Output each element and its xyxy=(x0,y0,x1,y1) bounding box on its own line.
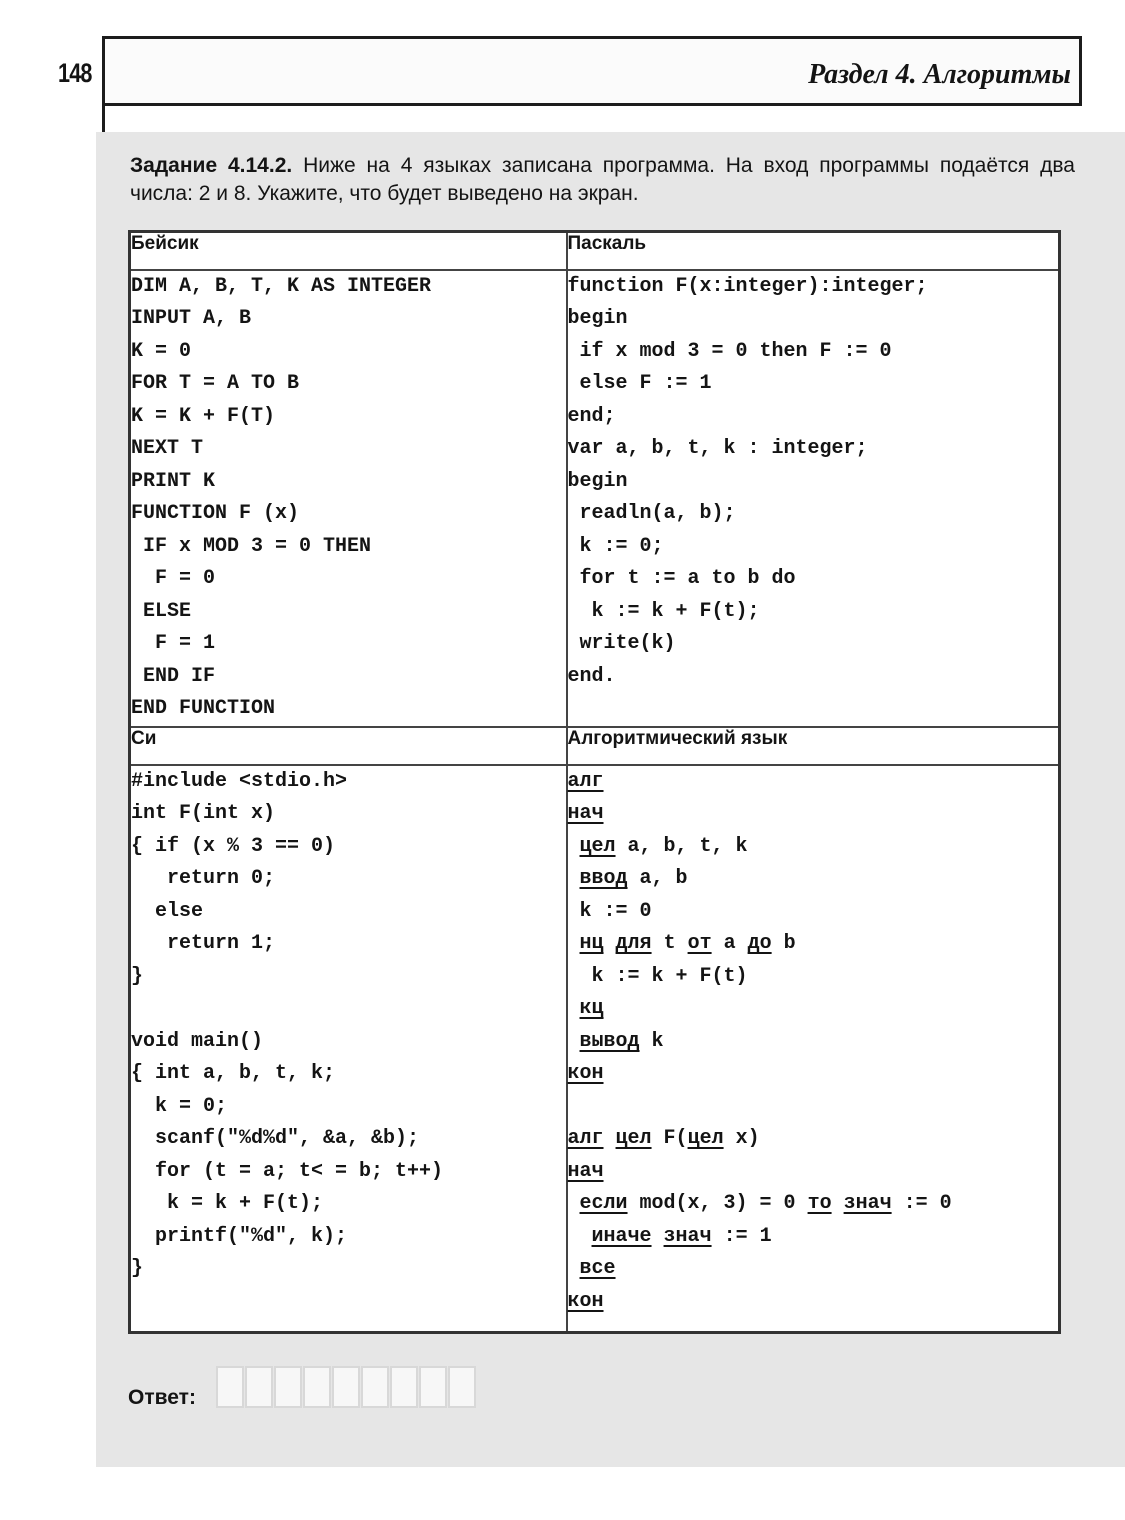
section-title: Раздел 4. Алгоритмы xyxy=(808,59,1071,90)
c-code-line: { int a, b, t, k; xyxy=(131,1062,336,1085)
algo-code xyxy=(567,765,1060,1333)
c-code xyxy=(130,765,567,1333)
keyword: цел xyxy=(579,834,616,858)
c-code-line: int F(int x) xyxy=(131,802,276,825)
code-text: F( xyxy=(651,1127,688,1150)
algo-code-line xyxy=(568,1188,1059,1221)
c-code-line: printf("%d", k); xyxy=(131,1224,348,1248)
pascal-code-line: if x mod 3 = 0 then F := 0 xyxy=(567,339,892,363)
keyword: кон xyxy=(567,1289,604,1313)
code-text: x) xyxy=(723,1127,760,1150)
pascal-code-line: readln(a, b); xyxy=(567,502,736,525)
algo-code-line xyxy=(568,896,1059,929)
keyword: знач xyxy=(843,1192,892,1215)
keyword: кон xyxy=(567,1062,604,1085)
keyword: для xyxy=(615,932,652,955)
keyword: до xyxy=(747,932,772,955)
keyword: алг xyxy=(567,769,604,793)
algo-code-line xyxy=(568,1156,1059,1189)
c-code-line: scanf("%d%d", &a, &b); xyxy=(131,1127,420,1150)
pascal-code-line: k := 0; xyxy=(567,534,664,558)
c-code-line: void main() xyxy=(131,1029,264,1053)
pascal-code-line: k := k + F(t); xyxy=(567,599,760,623)
pascal-code-line: end; xyxy=(567,404,616,428)
keyword: алг xyxy=(567,1127,604,1150)
page-number: 148 xyxy=(58,58,92,88)
pascal-code-line: var a, b, t, k : integer; xyxy=(567,437,868,460)
code-text xyxy=(568,932,580,955)
task-body: Ниже на 4 языках записана программа. На вход программы подаётся два числа: 2 и 8. Укажите, что будет выведено на экран. xyxy=(130,154,1075,205)
algo-code-line xyxy=(568,766,1059,799)
task-statement xyxy=(130,152,1075,208)
code-text xyxy=(568,1030,580,1053)
c-code-line: else xyxy=(131,899,204,923)
code-text xyxy=(568,867,580,890)
code-text xyxy=(568,1192,580,1215)
basic-code-line: NEXT T xyxy=(131,437,204,460)
basic-code-line: F = 1 xyxy=(131,632,216,655)
code-text xyxy=(568,835,580,858)
keyword: нц xyxy=(579,932,604,955)
c-code-line: k = 0; xyxy=(131,1094,228,1118)
code-text xyxy=(568,997,580,1020)
c-code-line xyxy=(131,993,566,1026)
algo-code-line xyxy=(568,1091,1059,1124)
answer-cell[interactable] xyxy=(274,1366,302,1408)
algo-code-line xyxy=(568,928,1059,961)
c-code-line: return 1; xyxy=(131,932,276,955)
basic-code-line: FUNCTION F (x) xyxy=(131,502,300,525)
answer-cell[interactable] xyxy=(419,1366,447,1408)
answer-cell[interactable] xyxy=(361,1366,389,1408)
basic-code-line: K = 0 xyxy=(131,339,192,363)
keyword: то xyxy=(807,1192,832,1215)
code-text xyxy=(604,932,616,955)
answer-cell[interactable] xyxy=(390,1366,418,1408)
code-text xyxy=(568,1225,592,1248)
c-code-line: k = k + F(t); xyxy=(131,1192,324,1215)
algo-code-line xyxy=(568,831,1059,864)
pascal-code-line: begin xyxy=(567,307,628,330)
answer-field[interactable] xyxy=(216,1366,477,1408)
code-table xyxy=(128,230,1061,1334)
basic-code-line: IF x MOD 3 = 0 THEN xyxy=(131,534,372,558)
code-text xyxy=(652,1225,664,1248)
answer-cell[interactable] xyxy=(245,1366,273,1408)
algo-code-line xyxy=(568,1253,1059,1286)
basic-code-line: ELSE xyxy=(131,599,192,623)
c-code-line: } xyxy=(131,1257,144,1280)
c-code-line: { if (x % 3 == 0) xyxy=(131,834,336,858)
pascal-header: Паскаль xyxy=(567,232,1060,270)
code-text: := 0 xyxy=(891,1192,952,1215)
basic-code-line: END IF xyxy=(131,664,216,688)
code-text: a, b xyxy=(627,867,688,890)
basic-code-line: K = K + F(T) xyxy=(131,404,276,428)
algo-code-line xyxy=(568,798,1059,831)
algo-code-line xyxy=(568,1058,1059,1091)
c-header: Си xyxy=(130,727,567,765)
keyword: нач xyxy=(567,802,604,825)
basic-code-line: END FUNCTION xyxy=(131,697,276,720)
code-text: t xyxy=(651,932,688,955)
c-code-line: for (t = a; t< = b; t++) xyxy=(131,1159,444,1183)
basic-code-line: INPUT A, B xyxy=(131,307,252,330)
pascal-code-line: function F(x:integer):integer; xyxy=(567,274,928,298)
keyword: цел xyxy=(687,1127,724,1150)
code-text: b xyxy=(771,932,796,955)
basic-code-line: DIM A, B, T, K AS INTEGER xyxy=(131,274,432,298)
basic-code-line: PRINT K xyxy=(131,469,216,493)
keyword: цел xyxy=(615,1127,652,1150)
code-text xyxy=(604,1127,616,1150)
keyword: от xyxy=(687,932,712,955)
keyword: ввод xyxy=(579,867,628,890)
code-text: := 1 xyxy=(711,1224,772,1248)
basic-code-line: F = 0 xyxy=(131,567,216,590)
keyword: знач xyxy=(663,1224,712,1248)
answer-cell[interactable] xyxy=(303,1366,331,1408)
keyword: кц xyxy=(579,997,604,1020)
algo-code-line xyxy=(568,1123,1059,1156)
section-header xyxy=(102,36,1082,106)
c-code-line: } xyxy=(131,964,144,988)
algo-header: Алгоритмический язык xyxy=(567,727,1060,765)
keyword: нач xyxy=(567,1159,604,1183)
keyword: вывод xyxy=(579,1029,640,1053)
answer-label: Ответ: xyxy=(128,1386,196,1409)
algo-code-line xyxy=(568,1221,1059,1254)
c-code-line: #include <stdio.h> xyxy=(131,769,348,793)
code-text: a, b, t, k xyxy=(615,834,748,858)
c-code-line: return 0; xyxy=(131,867,276,890)
code-text: k := k + F(t) xyxy=(567,964,748,988)
code-text xyxy=(568,1257,580,1280)
code-text: mod(x, 3) = 0 xyxy=(627,1192,808,1215)
code-text: k xyxy=(639,1029,664,1053)
pascal-code-line: for t := a to b do xyxy=(567,567,796,590)
code-text: k := 0 xyxy=(567,899,652,923)
algo-code-line xyxy=(568,961,1059,994)
algo-code-line xyxy=(568,1286,1059,1319)
task-label: Задание 4.14.2. xyxy=(130,154,293,177)
answer-cell[interactable] xyxy=(448,1366,476,1408)
algo-code-line xyxy=(568,863,1059,896)
answer-cell[interactable] xyxy=(332,1366,360,1408)
pascal-code-line: begin xyxy=(567,469,628,493)
keyword: иначе xyxy=(591,1224,652,1248)
answer-cell[interactable] xyxy=(216,1366,244,1408)
basic-code-line: FOR T = A TO B xyxy=(131,372,300,395)
algo-code-line xyxy=(568,993,1059,1026)
code-text xyxy=(832,1192,844,1215)
algo-code-line xyxy=(568,1026,1059,1059)
keyword: если xyxy=(579,1192,628,1215)
pascal-code xyxy=(567,270,1060,727)
basic-code xyxy=(130,270,567,727)
pascal-code-line: write(k) xyxy=(567,632,676,655)
keyword: все xyxy=(579,1257,616,1280)
pascal-code-line: else F := 1 xyxy=(567,372,712,395)
code-text: a xyxy=(711,932,748,955)
pascal-code-line: end. xyxy=(567,664,616,688)
basic-header: Бейсик xyxy=(130,232,567,270)
